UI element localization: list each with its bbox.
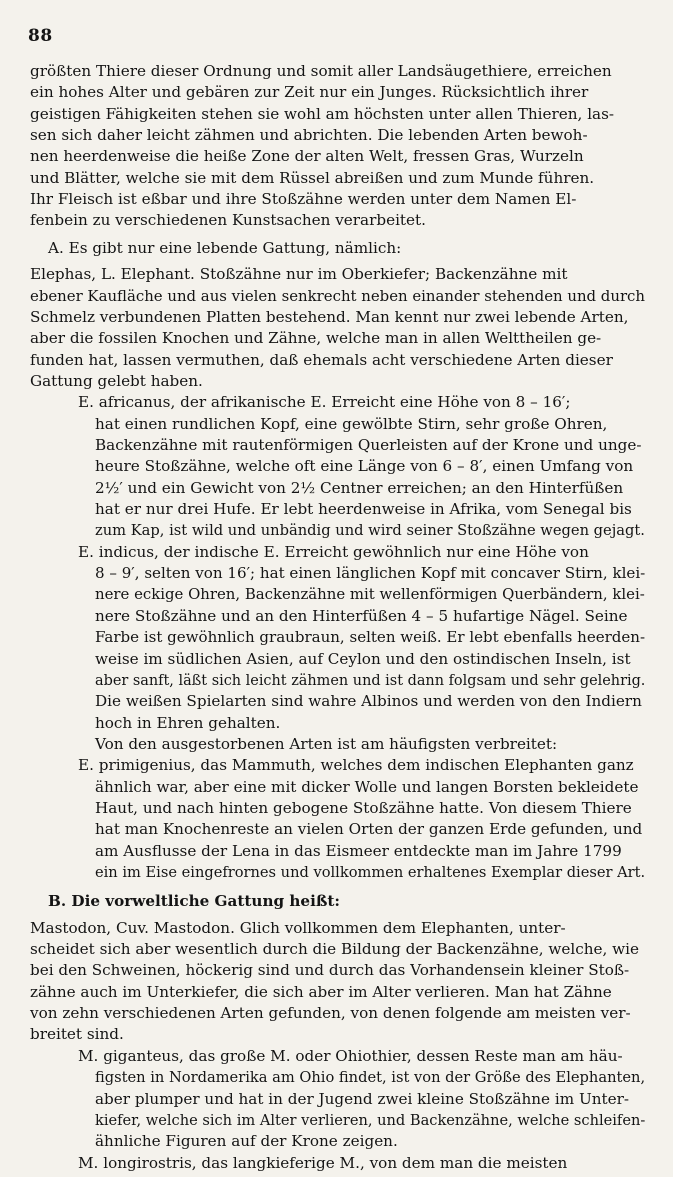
text-line: 8 – 9′, selten von 16′; hat einen länglichen Kopf mit concaver Stirn, klei-: [95, 564, 646, 583]
text-line: Gattung gelebt haben.: [30, 371, 203, 390]
text-line: ähnliche Figuren auf der Krone zeigen.: [95, 1132, 398, 1151]
text-line: Schmelz verbundenen Platten bestehend. Man kennt nur zwei lebende Arten,: [30, 307, 629, 326]
text-line: hat er nur drei Hufe. Er lebt heerdenweise in Afrika, vom Senegal bis: [95, 500, 632, 518]
text-line: scheidet sich aber wesentlich durch die Bildung der Backenzähne, welche, wie: [30, 940, 640, 958]
text-line: E. primigenius, das Mammuth, welches dem indischen Elephanten ganz: [78, 756, 634, 775]
text-line: A. Es gibt nur eine lebende Gattung, nämlich:: [48, 238, 402, 257]
text-line: geistigen Fähigkeiten stehen sie wohl am höchsten unter allen Thieren, las-: [30, 104, 615, 123]
text-line: B. Die vorweltliche Gattung heißt:: [48, 892, 341, 911]
text-line: Mastodon, Cuv. Mastodon. Glich vollkommen dem Elephanten, unter-: [30, 918, 566, 937]
text-line: zum Kap, ist wild und unbändig und wird seiner Stoßzähne wegen gejagt.: [95, 521, 645, 540]
text-line: hat einen rundlichen Kopf, eine gewölbte Stirn, sehr große Ohren,: [95, 414, 608, 433]
text-line: ebener Kaufläche und aus vielen senkrecht neben einander stehenden und durch: [30, 286, 646, 305]
text-line: aber sanft, läßt sich leicht zähmen und ist dann folgsam und sehr gelehrig.: [95, 670, 646, 689]
text-line: kiefer, welche sich im Alter verlieren, und Backenzähne, welche schleifen-: [95, 1110, 646, 1129]
text-line: zähne auch im Unterkiefer, die sich aber im Alter verlieren. Man hat Zähne: [30, 982, 612, 1001]
text-line: Ihr Fleisch ist eßbar und ihre Stoßzähne werden unter dem Namen El-: [30, 190, 577, 209]
text-line: hat man Knochenreste an vielen Orten der ganzen Erde gefunden, und: [95, 820, 643, 839]
text-line: Die weißen Spielarten sind wahre Albinos und werden von den Indiern: [95, 692, 642, 711]
text-line: Elephas, L. Elephant. Stoßzähne nur im Oberkiefer; Backenzähne mit: [30, 265, 568, 284]
text-line: breitet sind.: [30, 1025, 124, 1044]
text-line: heure Stoßzähne, welche oft eine Länge von 6 – 8′, einen Umfang von: [95, 457, 634, 476]
text-line: figsten in Nordamerika am Ohio findet, ist von der Größe des Elephanten,: [95, 1068, 646, 1087]
text-line: ähnlich war, aber eine mit dicker Wolle und langen Borsten bekleidete: [95, 777, 639, 796]
text-line: von zehn verschiedenen Arten gefunden, von denen folgende am meisten ver-: [30, 1004, 631, 1023]
text-line: nere eckige Ohren, Backenzähne mit wellenförmigen Querbändern, klei-: [95, 585, 645, 604]
text-line: sen sich daher leicht zähmen und abrichten. Die lebenden Arten bewoh-: [30, 126, 588, 145]
text-line: Backenzähne mit rautenförmigen Querleisten auf der Krone und unge-: [95, 436, 642, 454]
text-line: bei den Schweinen, höckerig sind und durch das Vorhandensein kleiner Stoß-: [30, 961, 630, 980]
text-line: größten Thiere dieser Ordnung und somit aller Landsäugethiere, erreichen: [30, 62, 612, 80]
text-line: Haut, und nach hinten gebogene Stoßzähne hatte. Von diesem Thiere: [95, 798, 632, 817]
text-line: Von den ausgestorbenen Arten ist am häufigsten verbreitet:: [95, 734, 558, 753]
text-line: am Ausflusse der Lena in das Eismeer entdeckte man im Jahre 1799: [95, 841, 622, 860]
text-line: E. indicus, der indische E. Erreicht gewöhnlich nur eine Höhe von: [78, 542, 589, 561]
text-line: 2½′ und ein Gewicht von 2½ Centner erreichen; an den Hinterfüßen: [95, 478, 624, 497]
text-line: weise im südlichen Asien, auf Ceylon und den ostindischen Inseln, ist: [95, 649, 631, 668]
text-line: aber die fossilen Knochen und Zähne, welche man in allen Welttheilen ge-: [30, 329, 602, 348]
text-line: ein hohes Alter und gebären zur Zeit nur ein Junges. Rücksichtlich ihrer: [30, 83, 589, 102]
text-line: funden hat, lassen vermuthen, daß ehemals acht verschiedene Arten dieser: [30, 350, 613, 369]
text-line: Farbe ist gewöhnlich graubraun, selten weiß. Er lebt ebenfalls heerden-: [95, 628, 646, 647]
text-line: E. africanus, der afrikanische E. Erreicht eine Höhe von 8 – 16′;: [78, 393, 571, 412]
text-line: ein im Eise eingefrornes und vollkommen erhaltenes Exemplar dieser Art.: [95, 863, 646, 881]
text-line: hoch in Ehren gehalten.: [95, 713, 281, 732]
text-line: M. longirostris, das langkieferige M., von dem man die meisten: [78, 1153, 568, 1172]
text-line: nere Stoßzähne und an den Hinterfüßen 4 – 5 hufartige Nägel. Seine: [95, 606, 628, 625]
page-number: 88: [28, 26, 53, 46]
text-line: M. giganteus, das große M. oder Ohiothier, dessen Reste man am häu-: [78, 1046, 623, 1065]
text-line: nen heerdenweise die heiße Zone der alten Welt, fressen Gras, Wurzeln: [30, 147, 584, 166]
text-line: aber plumper und hat in der Jugend zwei kleine Stoßzähne im Unter-: [95, 1089, 630, 1108]
text-line: und Blätter, welche sie mit dem Rüssel abreißen und zum Munde führen.: [30, 168, 595, 187]
text-line: fenbein zu verschiedenen Kunstsachen verarbeitet.: [30, 211, 426, 230]
